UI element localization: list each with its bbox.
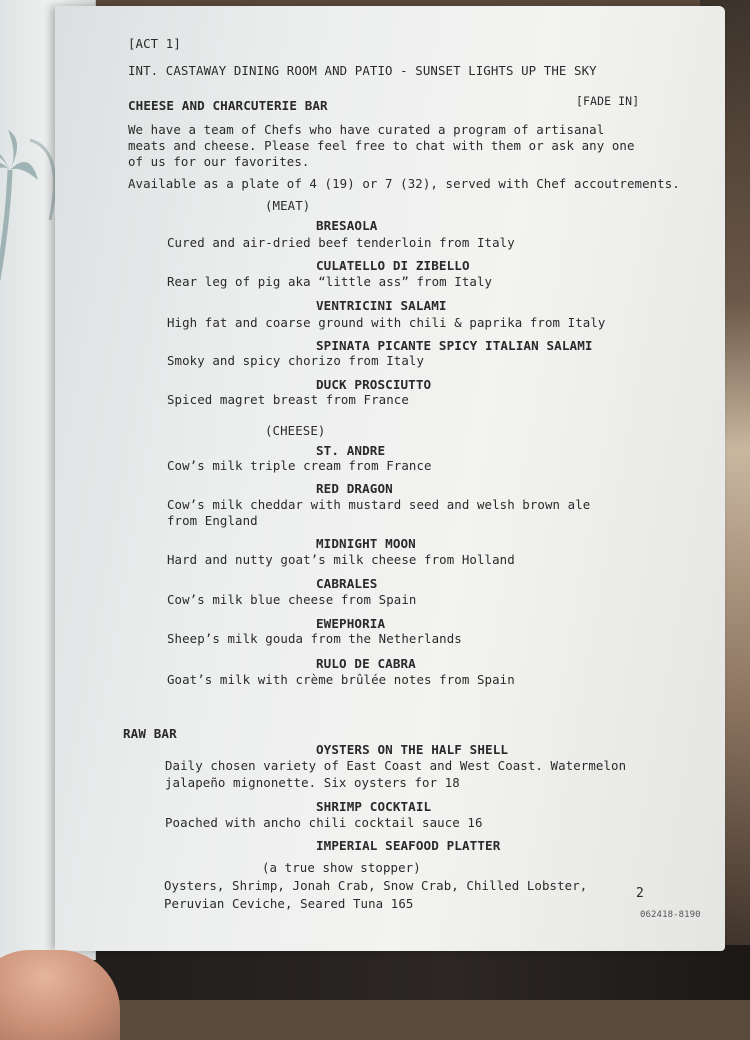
- shrimp-desc: Poached with ancho chili cocktail sauce 16: [165, 815, 483, 830]
- scene-line: INT. CASTAWAY DINING ROOM AND PATIO - SUNSET LIGHTS UP THE SKY: [128, 63, 597, 78]
- oysters-desc-cont: jalapeño mignonette. Six oysters for 18: [165, 775, 460, 790]
- meat-desc: Spiced magret breast from France: [167, 392, 409, 407]
- intro-line-1: We have a team of Chefs who have curated a program of artisanal: [128, 122, 605, 137]
- cheese-name: EWEPHORIA: [316, 616, 386, 631]
- meat-name: CULATELLO DI ZIBELLO: [316, 258, 470, 273]
- oysters-name: OYSTERS ON THE HALF SHELL: [316, 742, 509, 757]
- cheese-desc: Hard and nutty goat’s milk cheese from Holland: [167, 552, 515, 567]
- meat-name: VENTRICINI SALAMI: [316, 298, 447, 313]
- platter-desc-cont: Peruvian Ceviche, Seared Tuna 165: [164, 896, 414, 911]
- platter-desc: Oysters, Shrimp, Jonah Crab, Snow Crab, Chilled Lobster,: [164, 878, 588, 893]
- cheese-desc: Goat’s milk with crème brûlée notes from Spain: [167, 672, 515, 687]
- meat-name: BRESAOLA: [316, 218, 378, 233]
- oysters-desc: Daily chosen variety of East Coast and West Coast. Watermelon: [165, 758, 627, 773]
- cheese-desc-cont: from England: [167, 513, 258, 528]
- meat-desc: Rear leg of pig aka “little ass” from Italy: [167, 274, 493, 289]
- fade-in-label: [FADE IN]: [576, 94, 640, 108]
- shrimp-name: SHRIMP COCKTAIL: [316, 799, 432, 814]
- platter-name: IMPERIAL SEAFOOD PLATTER: [316, 838, 501, 853]
- platter-note: (a true show stopper): [262, 860, 421, 875]
- meat-name: SPINATA PICANTE SPICY ITALIAN SALAMI: [316, 338, 593, 353]
- meat-desc: Smoky and spicy chorizo from Italy: [167, 353, 425, 368]
- intro-line-2: meats and cheese. Please feel free to chat with them or ask any one: [128, 138, 635, 153]
- availability-text: Available as a plate of 4 (19) or 7 (32), served with Chef accoutrements.: [128, 176, 680, 191]
- intro-line-3: of us for our favorites.: [128, 154, 310, 169]
- cheese-name: CABRALES: [316, 576, 378, 591]
- cheese-heading: (CHEESE): [265, 423, 326, 438]
- meat-desc: High fat and coarse ground with chili & paprika from Italy: [167, 315, 606, 330]
- cheese-name: ST. ANDRE: [316, 443, 386, 458]
- raw-bar-title: RAW BAR: [123, 726, 177, 741]
- cheese-name: RED DRAGON: [316, 481, 393, 496]
- cheese-desc: Cow’s milk blue cheese from Spain: [167, 592, 417, 607]
- cheese-desc: Cow’s milk triple cream from France: [167, 458, 432, 473]
- meat-heading: (MEAT): [265, 198, 311, 213]
- act-label: [ACT 1]: [128, 36, 181, 51]
- meat-name: DUCK PROSCIUTTO: [316, 377, 432, 392]
- cheese-name: MIDNIGHT MOON: [316, 536, 416, 551]
- page-number: 2: [636, 886, 644, 901]
- print-code: 062418-8190: [640, 910, 701, 920]
- cheese-bar-title: CHEESE AND CHARCUTERIE BAR: [128, 98, 328, 113]
- meat-desc: Cured and air-dried beef tenderloin from Italy: [167, 235, 515, 250]
- cheese-name: RULO DE CABRA: [316, 656, 416, 671]
- cheese-desc: Sheep’s milk gouda from the Netherlands: [167, 631, 462, 646]
- cheese-desc: Cow’s milk cheddar with mustard seed and welsh brown ale: [167, 497, 591, 512]
